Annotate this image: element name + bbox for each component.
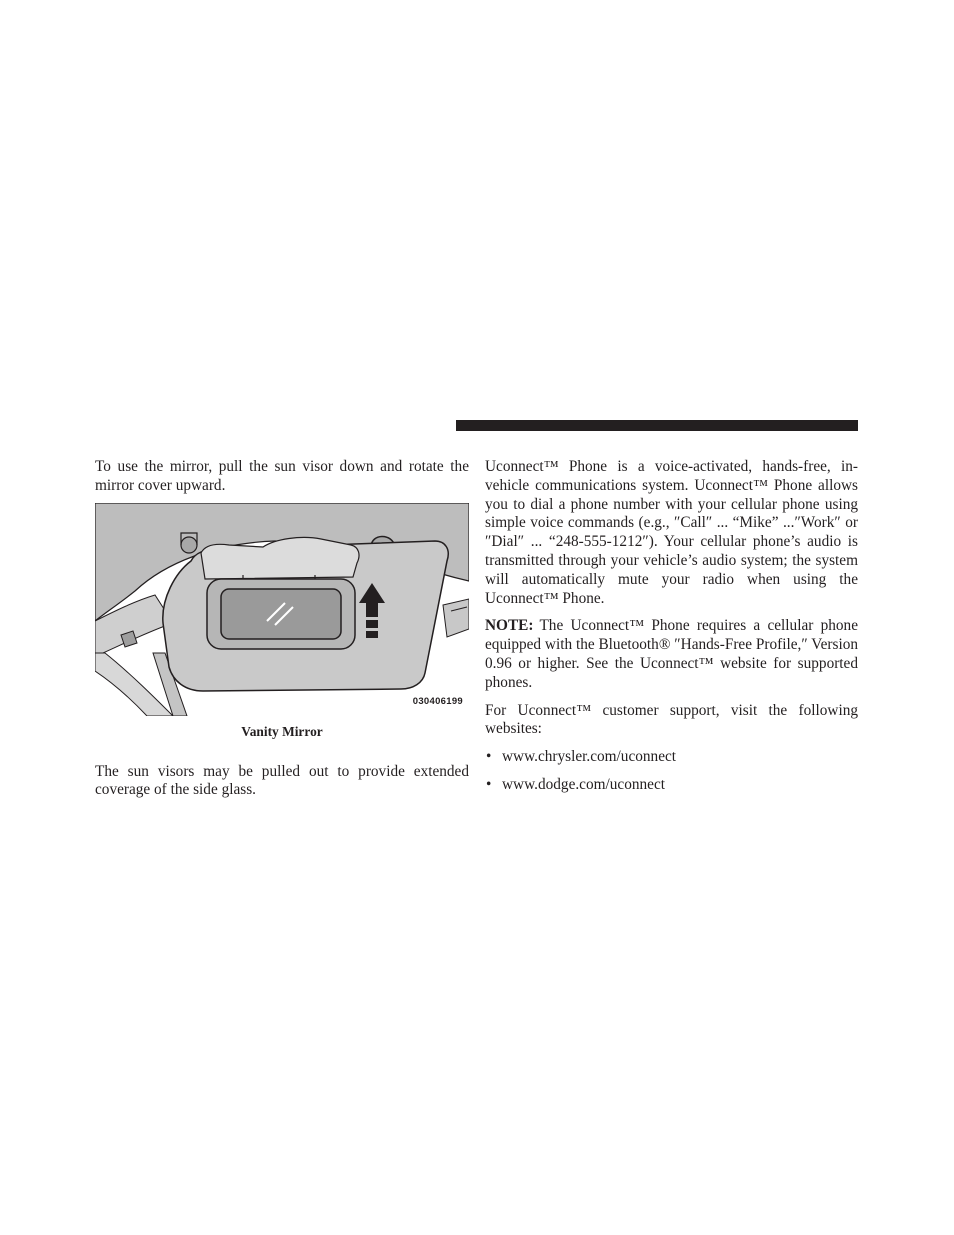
figure-caption: Vanity Mirror xyxy=(241,723,323,739)
bullet-icon: • xyxy=(486,775,492,793)
right-column xyxy=(485,458,858,804)
sun-visor-paragraph: The sun visors may be pulled out to provide extended coverage of the side glass. xyxy=(95,762,469,799)
figure-code: 030406199 xyxy=(412,695,463,707)
bullet-icon: • xyxy=(486,748,492,766)
uconnect-intro-paragraph: Uconnect™ Phone is a voice-activated, hands-free, in-vehicle communications system. Uconnect™ Phone allows you to dial a phone number with your cellular phone using simple voice commands (e.g., ″Call″ ... “Mike” ...″Work″ or ″Dial″ ... “248-555-1212″). Your cellular phone’s audio is transmitted through your vehicle’s audio system; the system will automatically mute your radio when using the Uconnect™ Phone. xyxy=(485,458,858,607)
section-header-rule xyxy=(456,420,858,431)
note-text: The Uconnect™ Phone requires a cellular phone equipped with the Bluetooth® ″Hands-Free Profile,″ Version 0.96 or higher. See the Uconnect™ website for supported phones. xyxy=(485,617,858,691)
chrysler-link[interactable]: www.chrysler.com/uconnect xyxy=(502,748,677,766)
vanity-mirror-illustration xyxy=(95,503,469,716)
note-paragraph xyxy=(485,617,858,692)
list-item xyxy=(485,748,858,767)
mirror-instructions-paragraph: To use the mirror, pull the sun visor down and rotate the mirror cover upward. xyxy=(95,458,469,494)
website-list xyxy=(485,748,858,795)
list-item xyxy=(485,776,858,795)
note-label: NOTE: xyxy=(485,617,534,635)
left-column xyxy=(95,458,469,800)
support-paragraph: For Uconnect™ customer support, visit the following websites: xyxy=(485,701,858,738)
dodge-link[interactable]: www.dodge.com/uconnect xyxy=(502,775,665,793)
vanity-mirror-figure xyxy=(95,503,469,716)
